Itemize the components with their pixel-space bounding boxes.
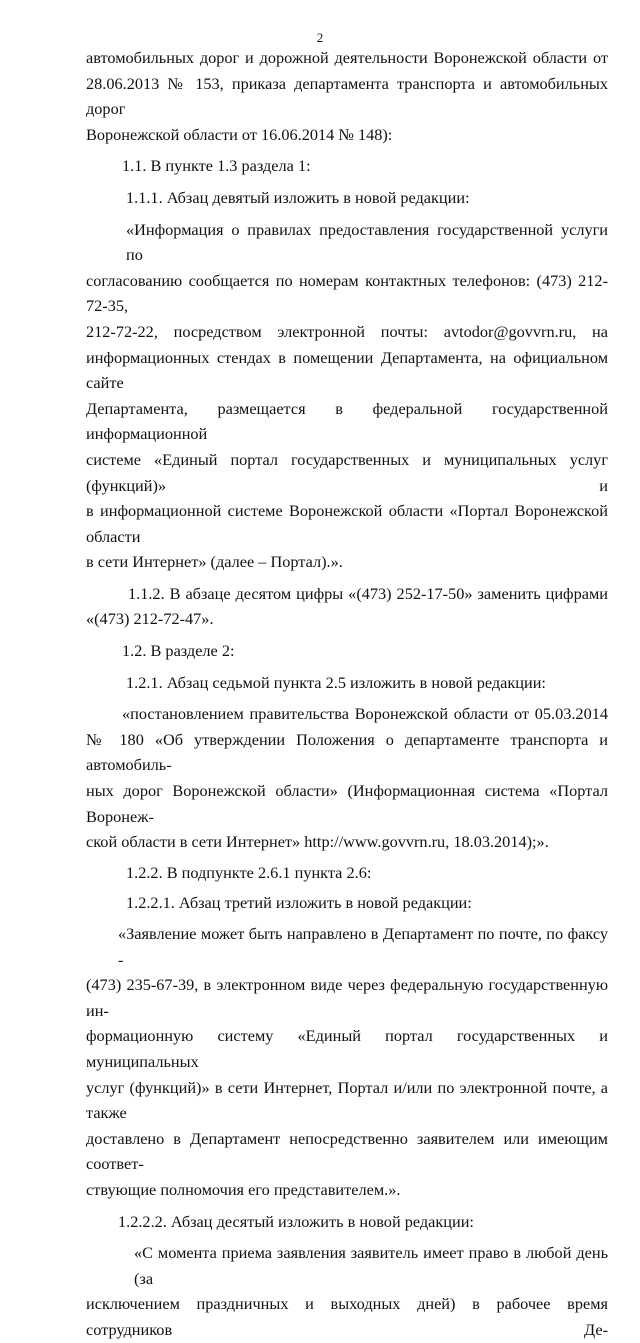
- text-line: ствующие полномочия его представителем.».: [86, 1179, 401, 1199]
- text-line: «Информация о правилах предоставления государственной услуги по: [126, 219, 608, 265]
- text-line: 28.06.2013 № 153, приказа департамента транспорта и автомобильных дорог: [86, 73, 608, 119]
- text-line: «Заявление может быть направлено в Департамент по почте, по факсу -: [118, 924, 608, 969]
- section-heading: 1.1.1. Абзац девятый изложить в новой редакции:: [126, 187, 470, 207]
- text-line: в информационной системе Воронежской области «Портал Воронежской области: [86, 501, 608, 546]
- section-heading: 1.2.2. В подпункте 2.6.1 пункта 2.6:: [126, 862, 372, 882]
- text-line: услуг (функций)» в сети Интернет, Портал и/или по электронной почте, а также: [86, 1077, 608, 1123]
- text-line: «С момента приема заявления заявитель имеет право в любой день (за: [134, 1243, 608, 1288]
- document-body: [86, 45, 608, 1343]
- page-number: 2: [316, 30, 324, 45]
- text-line: «(473) 212-72-47».: [86, 609, 214, 629]
- text-line: формационную систему «Единый портал государственных и муниципальных: [86, 1026, 608, 1071]
- text-line: ской области в сети Интернет» http://www.govvrn.ru, 18.03.2014);».: [86, 832, 549, 852]
- text-line: «постановлением правительства Воронежской области от 05.03.2014: [122, 704, 608, 724]
- text-line: Воронежской области от 16.06.2014 № 148):: [86, 124, 393, 144]
- text-line: автомобильных дорог и дорожной деятельности Воронежской области от: [86, 48, 608, 67]
- section-heading: 1.2. В разделе 2:: [122, 641, 235, 661]
- text-line: доставлено в Департамент непосредственно заявителем или имеющим соответ-: [86, 1128, 608, 1174]
- section-heading: 1.2.2.2. Абзац десятый изложить в новой редакции:: [118, 1211, 474, 1231]
- section-heading: 1.2.1. Абзац седьмой пункта 2.5 изложить в новой редакции:: [126, 672, 546, 692]
- text-line: 1.1.2. В абзаце десятом цифры «(473) 252-17-50» заменить цифрами: [128, 583, 608, 603]
- text-line: ных дорог Воронежской области» (Информационная система «Портал Воронеж-: [86, 781, 608, 826]
- text-line: № 180 «Об утверждении Положения о департаменте транспорта и автомобиль-: [86, 729, 608, 775]
- text-line: в сети Интернет» (далее – Портал).».: [86, 552, 343, 572]
- text-line: системе «Единый портал государственных и муниципальных услуг (функций)» и: [86, 449, 608, 495]
- text-line: Департамента, размещается в федеральной государственной информационной: [86, 398, 608, 444]
- text-line: исключением праздничных и выходных дней) в рабочее время сотрудников Де-: [86, 1294, 608, 1339]
- text-line: информационных стендах в помещении Департамента, на официальном сайте: [86, 347, 608, 393]
- text-line: согласованию сообщается по номерам контактных телефонов: (473) 212-72-35,: [86, 270, 608, 316]
- section-heading: 1.2.2.1. Абзац третий изложить в новой редакции:: [126, 893, 472, 913]
- text-line: 212-72-22, посредством электронной почты: avtodor@govvrn.ru, на: [86, 321, 608, 341]
- text-line: (473) 235-67-39, в электронном виде через федеральную государственную ин-: [86, 975, 608, 1020]
- section-heading: 1.1. В пункте 1.3 раздела 1:: [122, 156, 311, 176]
